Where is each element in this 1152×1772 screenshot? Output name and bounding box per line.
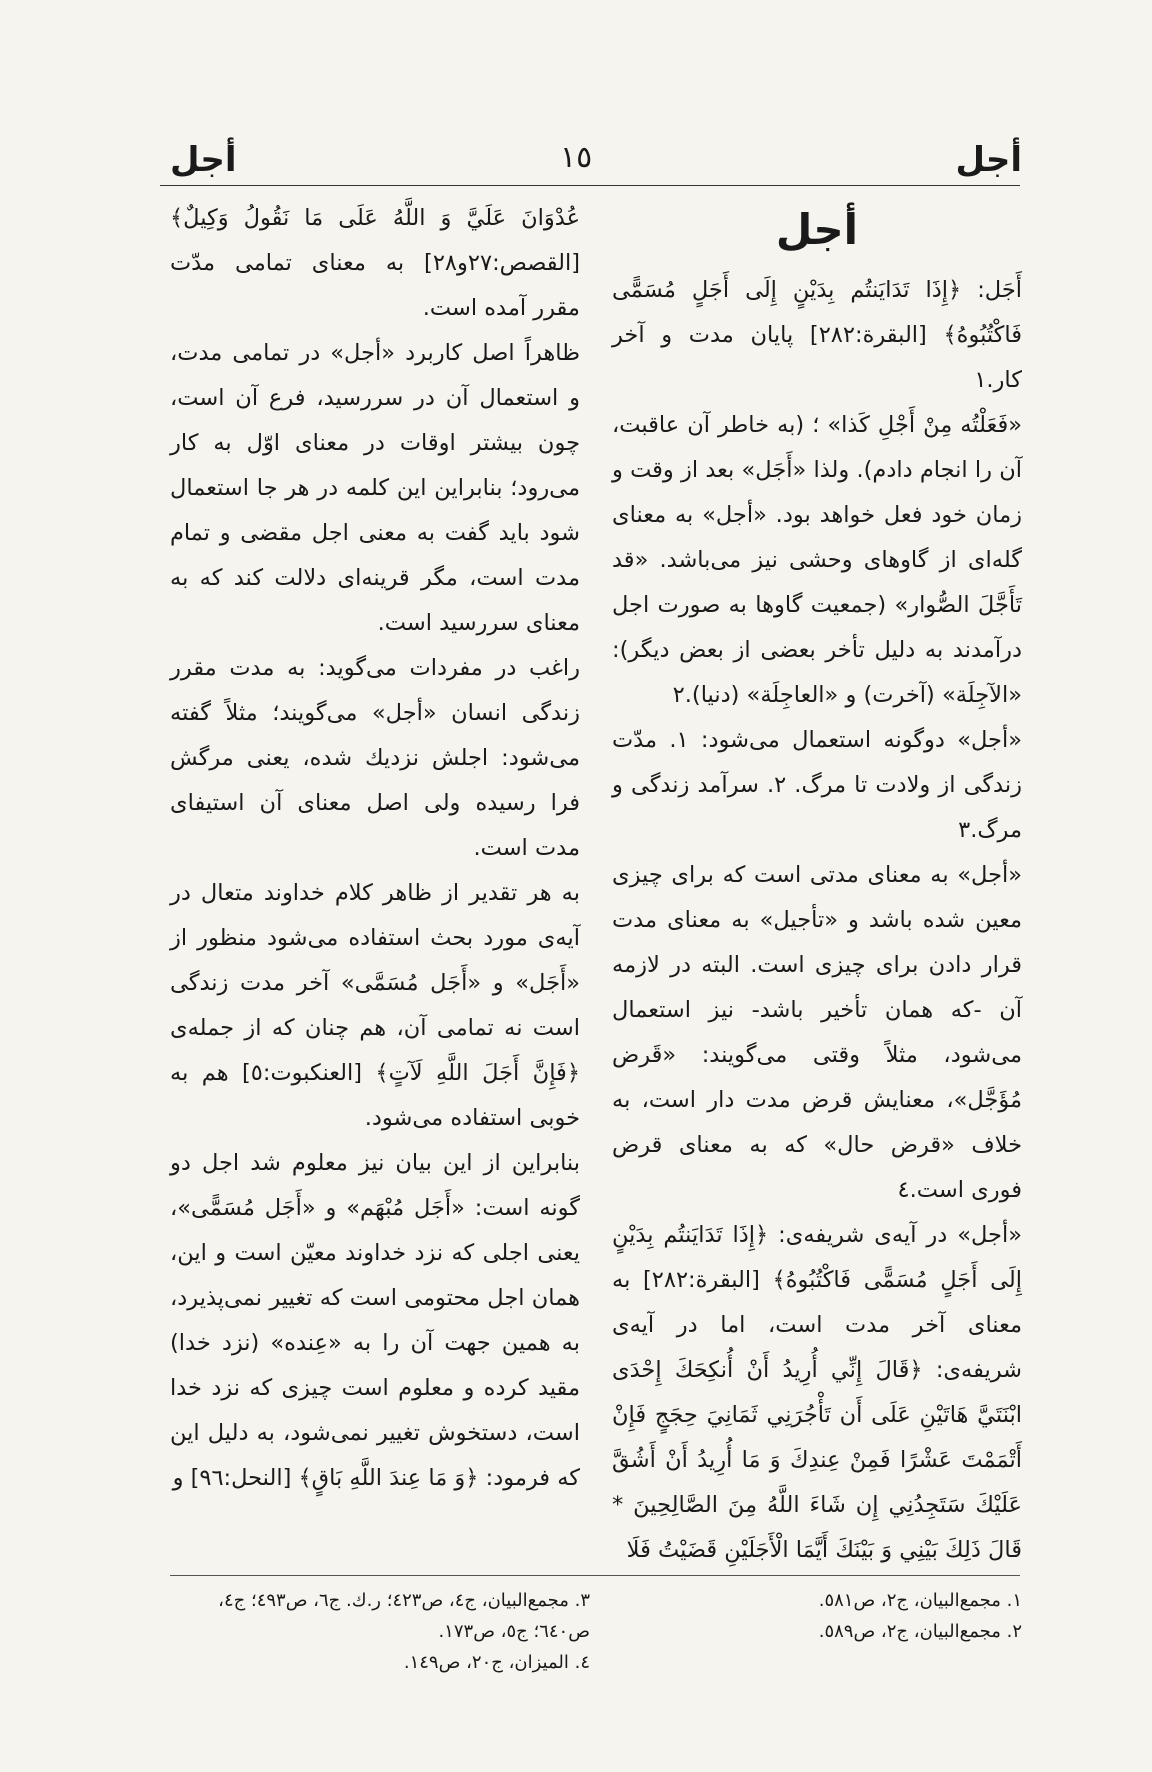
footnote: ٢. مجمع‌البيان، ج٢، ص٥٨٩. <box>818 1621 1022 1642</box>
paragraph: راغب در مفردات مى‌گويد: به مدت مقرر زندگى انسان «أجل» مى‌گويند؛ مثلاً گفته مى‌شود: اجلش نزديك شده، يعنى مرگش فرا رسيده ولى اصل معناى آن استيفاى مدت است. <box>170 655 580 861</box>
right-column <box>612 196 1022 1573</box>
paragraph: «أجل» در آيه‌ى شريفه‌ى: ﴿إِذَا تَدَايَنتُم بِدَيْنٍ إِلَى أَجَلٍ مُسَمًّى فَاكْتُبُوهُ﴾ [البقرة:٢٨٢] به معناى آخر مدت است، اما در آيه‌ى شريفه‌ى: ﴿قَالَ إِنِّي أُرِيدُ أَنْ أُنكِحَكَ إِحْدَى ابْنَتَيَّ هَاتَيْنِ عَلَى أَن تَأْجُرَنِي ثَمَانِيَ حِجَجٍ فَإِنْ أَتْمَمْتَ عَشْرًا فَمِنْ عِندِكَ وَ مَا أُرِيدُ أَنْ أَشُقَّ عَلَيْكَ سَتَجِدُنِي إِن شَاءَ اللَّهُ مِنَ الصَّالِحِينَ * قَالَ ذَلِكَ بَيْنِي وَ بَيْنَكَ أَيَّمَا الْأَجَلَيْنِ قَضَيْتُ فَلَا <box>612 1222 1022 1563</box>
paragraph: «أجل» به معناى مدتى است كه براى چيزى معين شده باشد و «تأجيل» به معناى مدت قرار دادن براى چيزى است. البته در لازمه آن -كه همان تأخير باشد- نيز استعمال مى‌شود، مثلاً وقتى مى‌گويند: «قَرض مُؤَجَّل»، معنايش قرض مدت دار است، به خلاف «قرض حال» كه به معناى قرض فورى است.٤ <box>612 862 1022 1203</box>
footnotes-left <box>170 1585 590 1678</box>
left-column <box>170 196 580 1501</box>
footnote: ٣. مجمع‌البيان، ج٤، ص٤٢٣؛ ر.ك. ج٦، ص٤٩٣؛ ج٤، ص٦٤٠؛ ج٥، ص١٧٣. <box>218 1590 590 1642</box>
footnote: ١. مجمع‌البيان، ج٢، ص٥٨١. <box>818 1590 1022 1611</box>
paragraph: «أجل» دوگونه استعمال مى‌شود: ١. مدّت زندگى از ولادت تا مرگ. ٢. سرآمد زندگى و مرگ.٣ <box>612 727 1022 843</box>
running-head-left: أجل <box>170 140 237 180</box>
running-head-right: أجل <box>955 140 1022 180</box>
entry-title: أجل <box>775 205 859 254</box>
paragraph: عُدْوَانَ عَلَيَّ وَ اللَّهُ عَلَى مَا نَقُولُ وَكِيلٌ﴾ [القصص:٢٧و٢٨] به معناى تمامى مدّت مقرر آمده است. <box>170 205 580 321</box>
header-rule <box>160 185 1020 186</box>
footnotes-right <box>622 1585 1022 1647</box>
paragraph: بنابراين از اين بيان نيز معلوم شد اجل دو گونه است: «أَجَل مُبْهَم» و «أَجَل مُسَمًّى»، يعنى اجلى كه نزد خداوند معيّن است و اين، همان اجل محتومى است كه تغيير نمى‌پذيرد، به همين جهت آن را به «عِنده» (نزد خدا) مقيد كرده و معلوم است چيزى كه نزد خدا است، دستخوش تغيير نمى‌شود، به دليل اين كه فرمود: ﴿وَ مَا عِندَ اللَّهِ بَاقٍ﴾ [النحل:٩٦] و <box>170 1150 580 1491</box>
page-number: ١٥ <box>560 140 593 175</box>
footnote-rule <box>170 1575 1020 1576</box>
paragraph: ظاهراً اصل كاربرد «أجل» در تمامى مدت، و استعمال آن در سررسيد، فرع آن است، چون بيشتر اوقات در معناى اوّل به كار مى‌رود؛ بنابراين اين كلمه در هر جا استعمال شود بايد گفت به معنى اجل مقضى و تمام مدت است، مگر قرينه‌اى دلالت كند كه به معناى سررسيد است. <box>170 340 580 636</box>
paragraph: به هر تقدير از ظاهر كلام خداوند متعال در آيه‌ى مورد بحث استفاده مى‌شود منظور از «أَجَل» و «أَجَل مُسَمَّى» آخر مدت زندگى است نه تمامى آن، هم چنان كه از جمله‌ى ﴿فَإِنَّ أَجَلَ اللَّهِ لَآتٍ﴾ [العنكبوت:٥] هم به خوبى استفاده مى‌شود. <box>170 880 580 1131</box>
paragraph: «فَعَلْتُه مِنْ أَجْلِ كَذا» ؛ (به خاطر آن عاقبت، آن را انجام دادم). ولذا «أَجَل» بعد از وقت و زمان خود فعل خواهد بود. «أجل» به معناى گله‌اى از گاوهاى وحشى نيز مى‌باشد. «قد تَأَجَّلَ الصُّوار» (جمعيت گاوها به صورت اجل درآمدند به دليل تأخر بعضى از بعض ديگر): «الآجِلَة» (آخرت) و «العاجِلَة» (دنيا).٢ <box>612 412 1022 708</box>
paragraph: أَجَل: ﴿إِذَا تَدَايَنتُم بِدَيْنٍ إِلَى أَجَلٍ مُسَمًّى فَاكْتُبُوهُ﴾ [البقرة:٢٨٢] پايان مدت و آخر كار.١ <box>612 277 1022 393</box>
footnote: ٤. الميزان، ج٢٠، ص١٤٩. <box>403 1652 590 1673</box>
